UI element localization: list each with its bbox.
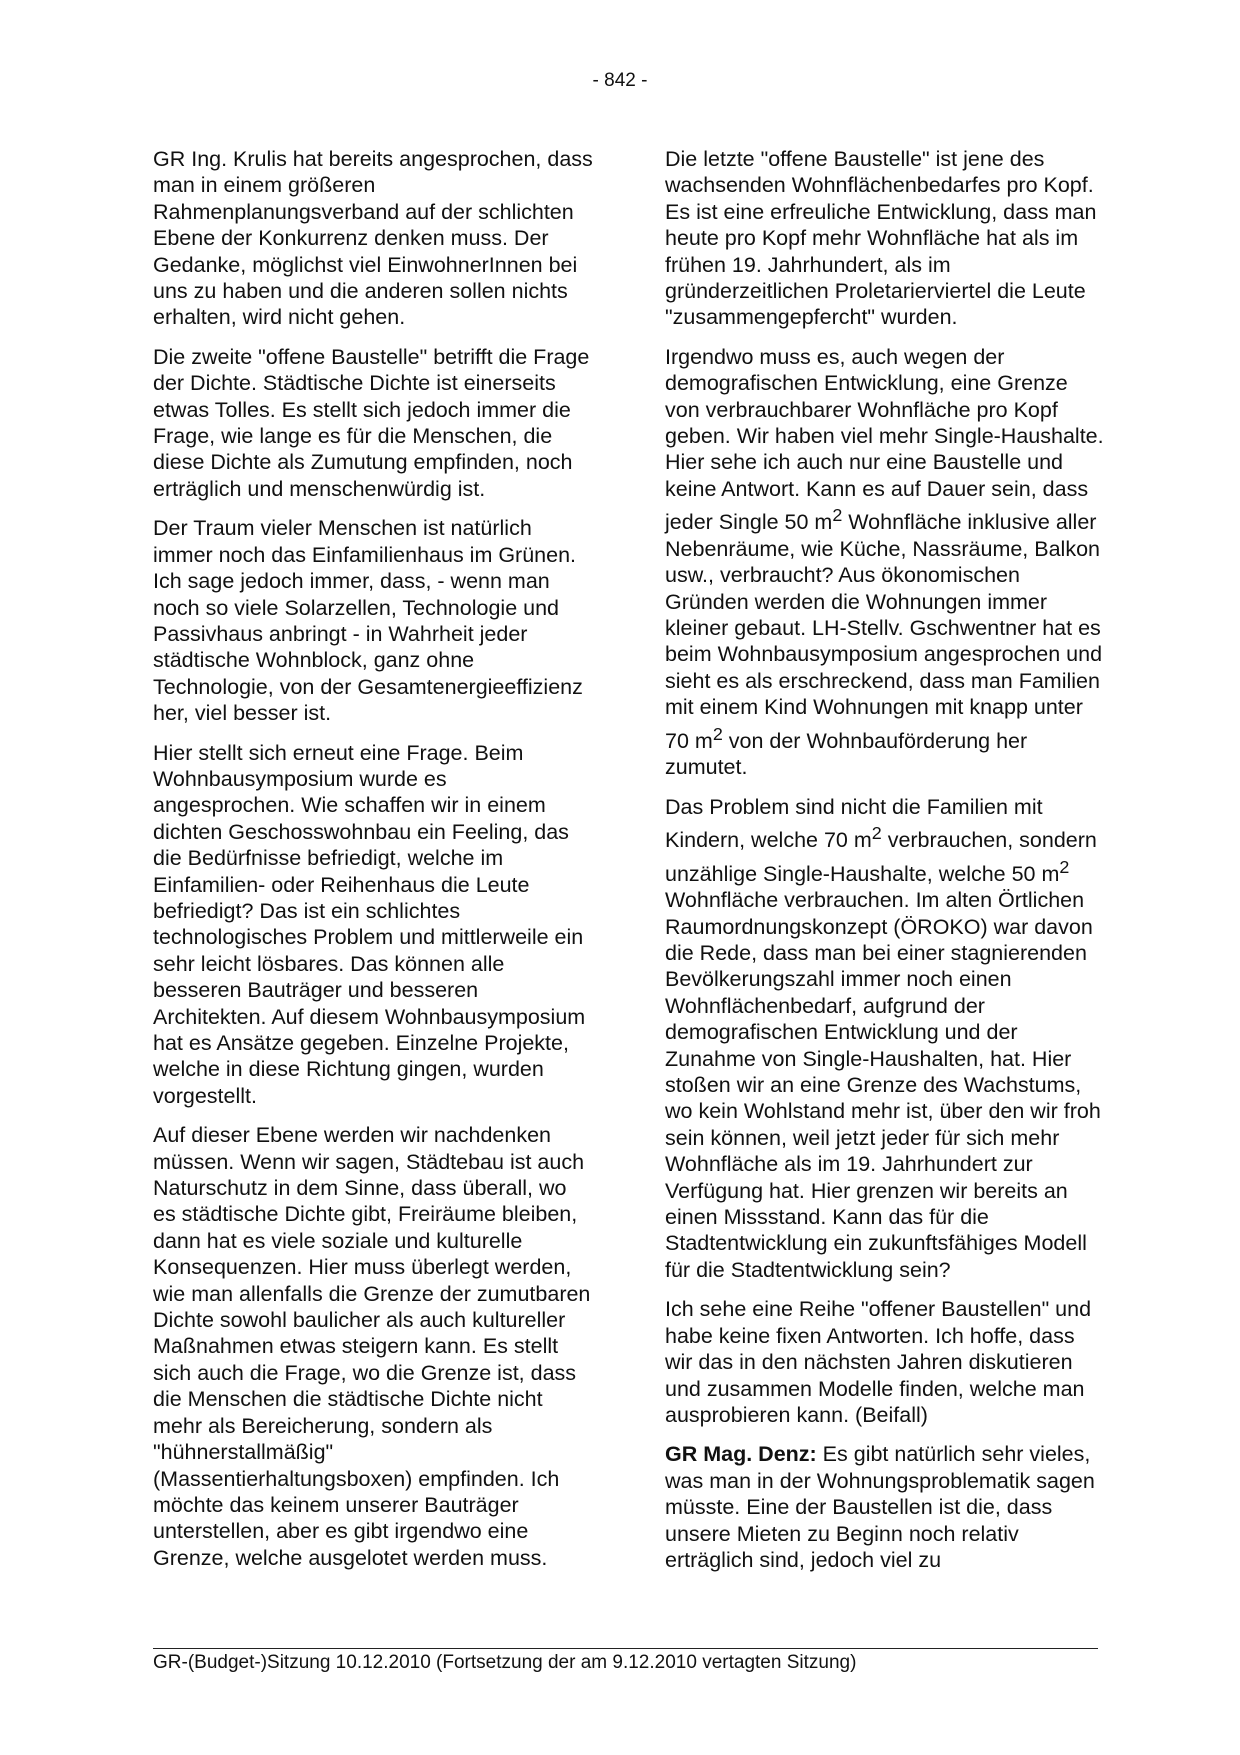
page-number: - 842 - [592,70,648,91]
text-segment: Wohnfläche verbrauchen. Im alten Örtlichen Raumordnungskonzept (ÖROKO) war davon die Rede, dass man bei einer stagnierenden Bevölkerungszahl immer noch einen Wohnflächenbedarf, aufgrund der demografischen Entwicklung und der Zunahme von Single-Haushalten, hat. Hier stoßen wir an eine Grenze des Wachstums, wo kein Wohlstand mehr ist, über den wir froh sein können, weil jetzt jeder für sich mehr Wohnfläche als im 19. Jahrhundert zur Verfügung hat. Hier grenzen wir bereits an einen Missstand. Kann das für die Stadtentwicklung ein zukunftsfähiges Modell für die Stadtentwicklung sein? [665,888,1101,1282]
footer-divider [153,1648,1098,1649]
paragraph [665,794,1105,1284]
left-column [153,146,593,1584]
text-segment: Es gibt natürlich sehr vieles, was man in der Wohnungsproblematik sagen müsste. Eine der Baustellen ist die, dass unsere Mieten zu Beginn noch relativ erträglich sind, jedoch viel zu [665,1442,1095,1572]
paragraph: Der Traum vieler Menschen ist natürlich immer noch das Einfamilienhaus im Grünen. Ich sage jedoch immer, dass, - wenn man noch so viele Solarzellen, Technologie und Passivhaus anbringt - in Wahrheit jeder städtische Wohnblock, ganz ohne Technologie, von der Gesamtenergieeffizienz her, viel besser ist. [153,516,583,726]
right-column [665,146,1105,1586]
superscript: 2 [712,723,723,744]
text-segment: von der Wohnbauförderung her zumutet. [665,728,1028,780]
text-segment: Das Problem sind nicht die Familien mit Kindern, welche 70 m [665,794,1043,853]
speaker-name: GR Mag. Denz: [665,1442,817,1467]
paragraph [665,344,1105,781]
paragraph: Die letzte "offene Baustelle" ist jene des wachsenden Wohnflächenbedarfes pro Kopf. Es ist eine erfreuliche Entwicklung, dass man heute pro Kopf mehr Wohnfläche hat als im frühen 19. Jahrhundert, als im gründerzeitlichen Proletarierviertel die Leute "zusammengepfercht" wurden. [665,147,1097,330]
paragraph: Ich sehe eine Reihe "offener Baustellen" und habe keine fixen Antworten. Ich hoffe, dass wir das in den nächsten Jahren diskutieren und zusammen Modelle finden, welche man ausprobieren kann. (Beifall) [665,1297,1092,1427]
text-segment: Irgendwo muss es, auch wegen der demografischen Entwicklung, eine Grenze von verbrauchbarer Wohnfläche pro Kopf geben. Wir haben viel mehr Single-Haushalte. Hier sehe ich auch nur eine Baustelle und keine Antwort. Kann es auf Dauer sein, dass jeder Single 50 m [665,344,1104,535]
superscript: 2 [871,823,882,844]
paragraph [665,1441,1105,1573]
footer: GR-(Budget-)Sitzung 10.12.2010 (Fortsetzung der am 9.12.2010 vertagten Sitzung) [153,1652,857,1673]
text-segment: Wohnfläche inklusive aller Nebenräume, wie Küche, Nassräume, Balkon usw., verbraucht? Aus ökonomischen Gründen werden die Wohnungen immer kleiner gebaut. LH-Stellv. Gschwentner hat es beim Wohnbausymposium angesprochen und sieht es als erschreckend, dass man Familien mit einem Kind Wohnungen mit knapp unter 70 m [665,510,1103,753]
paragraph: Die zweite "offene Baustelle" betrifft die Frage der Dichte. Städtische Dichte ist einerseits etwas Tolles. Es stellt sich jedoch immer die Frage, wie lange es für die Menschen, die diese Dichte als Zumutung empfinden, noch erträglich und menschenwürdig ist. [153,344,590,501]
text-segment: verbrauchen, sondern unzählige Single-Haushalte, welche 50 m [665,828,1097,886]
paragraph: GR Ing. Krulis hat bereits angesprochen, dass man in einem größeren Rahmenplanungsverband auf der schlichten Ebene der Konkurrenz denken muss. Der Gedanke, möglichst viel EinwohnerInnen bei uns zu haben und die anderen sollen nichts erhalten, wird nicht gehen. [153,147,593,330]
paragraph: Hier stellt sich erneut eine Frage. Beim Wohnbausymposium wurde es angesprochen. Wie schaffen wir in einem dichten Geschosswohnbau ein Feeling, das die Bedürfnisse befriedigt, welche im Einfamilien- oder Reihenhaus die Leute befriedigt? Das ist ein schlichtes technologisches Problem und mittlerweile ein sehr leicht lösbares. Das können alle besseren Bauträger und besseren Architekten. Auf diesem Wohnbausymposium hat es Ansätze gegeben. Einzelne Projekte, welche in diese Richtung gingen, wurden vorgestellt. [153,740,586,1108]
superscript: 2 [1059,856,1070,877]
superscript: 2 [832,505,843,526]
paragraph: Auf dieser Ebene werden wir nachdenken müssen. Wenn wir sagen, Städtebau ist auch Naturschutz in dem Sinne, dass überall, wo es städtische Dichte gibt, Freiräume bleiben, dann hat es viele soziale und kulturelle Konsequenzen. Hier muss überlegt werden, wie man allenfalls die Grenze der zumutbaren Dichte sowohl baulicher als auch kultureller Maßnahmen etwas steigern kann. Es stellt sich auch die Frage, wo die Grenze ist, dass die Menschen die städtische Dichte nicht mehr als Bereicherung, sondern als "hühnerstallmäßig" (Massentierhaltungsboxen) empfinden. Ich möchte das keinem unserer Bauträger unterstellen, aber es gibt irgendwo eine Grenze, welche ausgelotet werden muss. [153,1123,591,1570]
